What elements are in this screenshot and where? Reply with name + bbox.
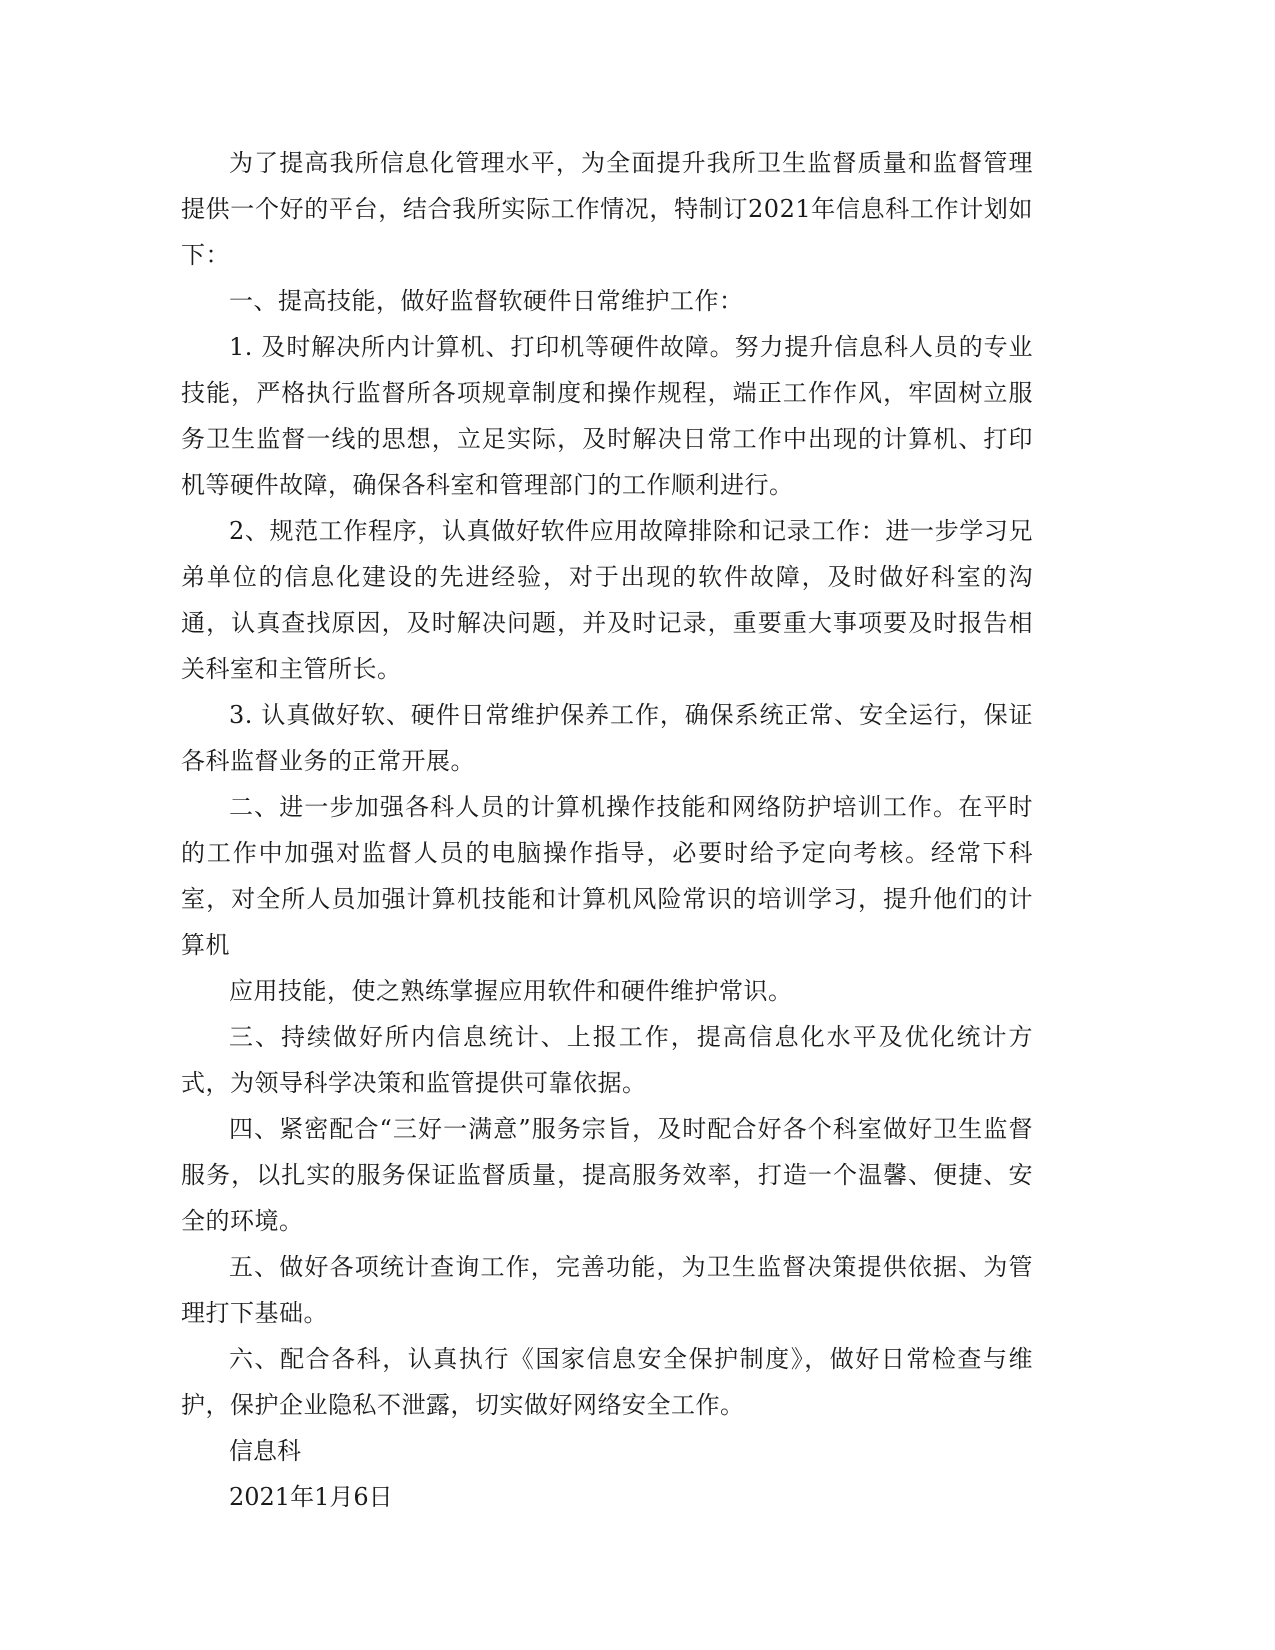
paragraph-section-4: 四、紧密配合“三好一满意”服务宗旨，及时配合好各个科室做好卫生监督服务，以扎实的服务保证监督质量，提高服务效率，打造一个温馨、便捷、安全的环境。 [181,1115,1033,1235]
document-body [181,140,1033,1520]
paragraph-section-2-continued: 应用技能，使之熟练掌握应用软件和硬件维护常识。 [229,977,793,1005]
paragraph-item-3: 3. 认真做好软、硬件日常维护保养工作，确保系统正常、安全运行，保证各科监督业务的正常开展。 [181,701,1033,775]
paragraph-item-2: 2、规范工作程序，认真做好软件应用故障排除和记录工作：进一步学习兄弟单位的信息化建设的先进经验，对于出现的软件故障，及时做好科室的沟通，认真查找原因，及时解决问题，并及时记录，重要重大事项要及时报告相关科室和主管所长。 [181,517,1033,683]
paragraph-item-1: 1. 及时解决所内计算机、打印机等硬件故障。努力提升信息科人员的专业技能，严格执行监督所各项规章制度和操作规程，端正工作作风，牢固树立服务卫生监督一线的思想，立足实际，及时解决日常工作中出现的计算机、打印机等硬件故障，确保各科室和管理部门的工作顺利进行。 [181,333,1033,499]
paragraph-section-6: 六、配合各科，认真执行《国家信息安全保护制度》，做好日常检查与维护，保护企业隐私不泄露，切实做好网络安全工作。 [181,1345,1033,1419]
paragraph-section-2: 二、进一步加强各科人员的计算机操作技能和网络防护培训工作。在平时的工作中加强对监督人员的电脑操作指导，必要时给予定向考核。经常下科室，对全所人员加强计算机技能和计算机风险常识的培训学习，提升他们的计算机 [181,793,1033,959]
paragraph-intro: 为了提高我所信息化管理水平，为全面提升我所卫生监督质量和监督管理提供一个好的平台，结合我所实际工作情况，特制订2021年信息科工作计划如下： [181,149,1033,269]
signature-department: 信息科 [229,1437,301,1465]
paragraph-section-5: 五、做好各项统计查询工作，完善功能，为卫生监督决策提供依据、为管理打下基础。 [181,1253,1033,1327]
paragraph-section-1-heading: 一、提高技能，做好监督软硬件日常维护工作： [229,287,744,315]
paragraph-section-3: 三、持续做好所内信息统计、上报工作，提高信息化水平及优化统计方式，为领导科学决策和监管提供可靠依据。 [181,1023,1033,1097]
signature-date: 2021年1月6日 [229,1483,393,1511]
